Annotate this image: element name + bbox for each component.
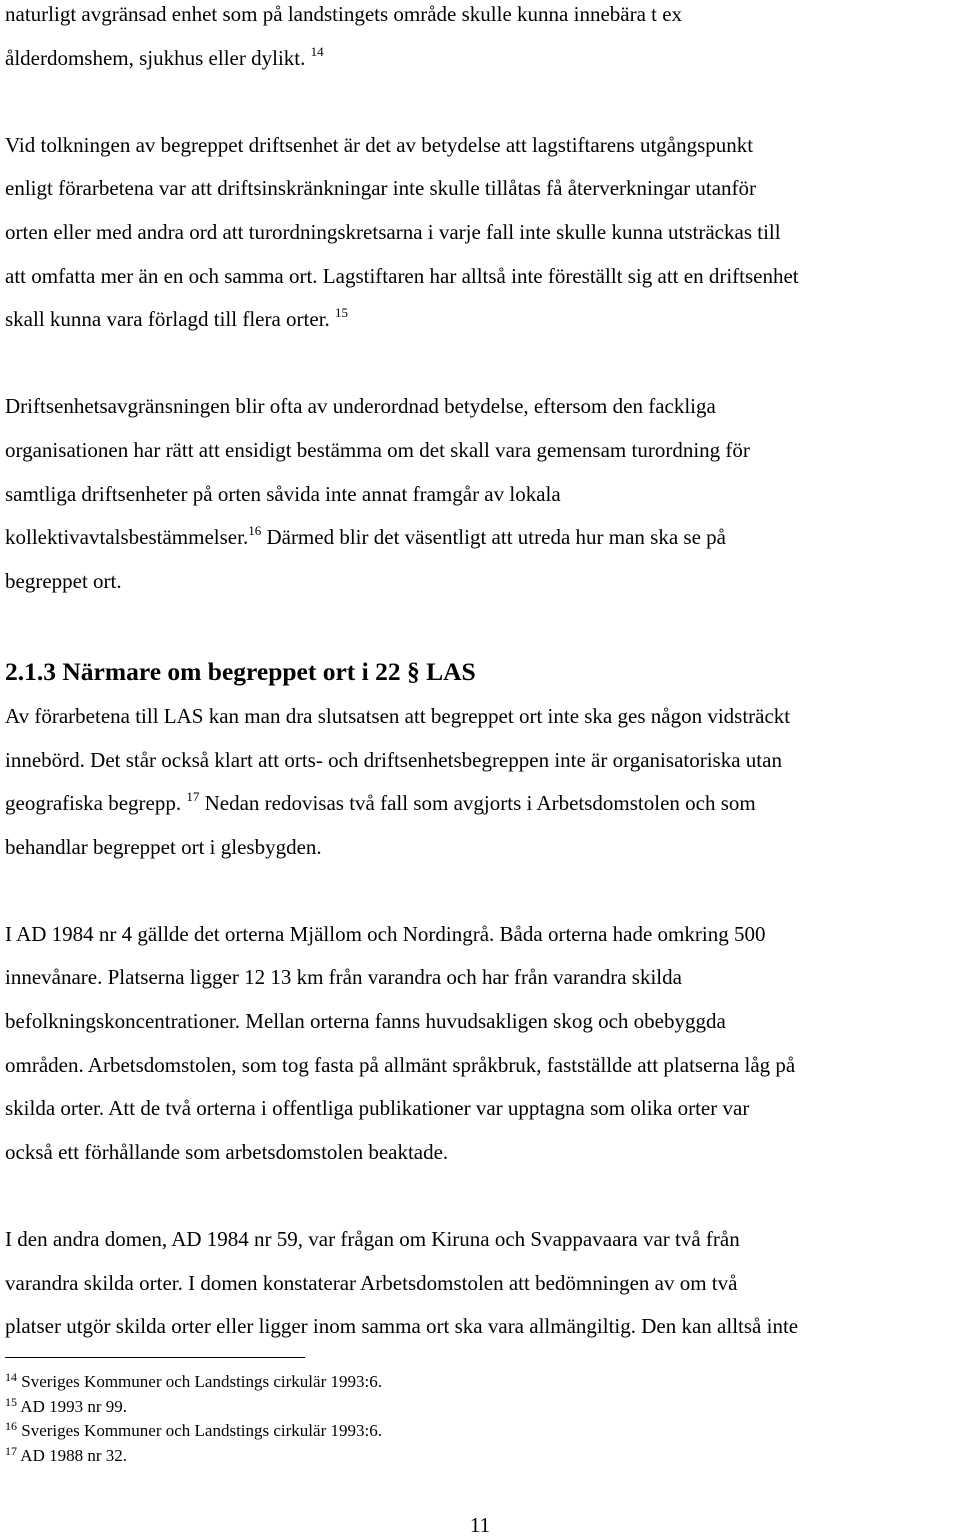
footnotes-section [5, 1357, 945, 1468]
paragraph-gap [5, 80, 955, 124]
text-line: varandra skilda orter. I domen konstaterar Arbetsdomstolen att bedömningen av om två [5, 1270, 738, 1295]
footnote-reference[interactable]: 17 [186, 789, 200, 805]
text-line [5, 37, 955, 81]
text-line: områden. Arbetsdomstolen, som tog fasta på allmänt språkbruk, fastställde att platserna låg på [5, 1052, 796, 1077]
footnote-separator [5, 1357, 305, 1358]
section-heading: 2.1.3 Närmare om begreppet ort i 22 § LAS [5, 656, 476, 686]
text-line: också ett förhållande som arbetsdomstolen beaktade. [5, 1139, 449, 1164]
text-line: naturligt avgränsad enhet som på landstingets område skulle kunna innebära t ex [5, 2, 683, 26]
footnote-reference[interactable]: 15 [335, 305, 349, 321]
text-line: I AD 1984 nr 4 gällde det orterna Mjällom och Nordingrå. Båda orterna hade omkring 500 [5, 921, 766, 946]
text-line: enligt förarbetena var att driftsinskränkningar inte skulle tillåtas få återverkningar utanför [5, 176, 757, 201]
text-line: begreppet ort. [5, 568, 122, 593]
paragraph-gap [5, 342, 955, 386]
text-span: geografiska begrepp. [5, 791, 187, 816]
text-line [5, 782, 955, 826]
paragraph-2 [5, 124, 955, 342]
footnote-text: AD 1993 nr 99. [17, 1396, 128, 1416]
footnote-15 [5, 1395, 945, 1420]
text-span: Därmed blir det väsentligt att utreda hur man ska se på [261, 525, 726, 550]
text-line: befolkningskoncentrationer. Mellan orterna fanns huvudsakligen skog och obebyggda [5, 1009, 726, 1034]
footnote-number: 17 [5, 1443, 17, 1458]
paragraph-4 [5, 695, 955, 869]
text-span: kollektivavtalsbestämmelser. [5, 525, 249, 550]
footnote-number: 16 [5, 1419, 17, 1433]
text-line: orten eller med andra ord att turordningskretsarna i varje fall inte skulle kunna utsträckas till [5, 219, 781, 244]
text-span: ålderdomshem, sjukhus eller dylikt. [5, 45, 306, 70]
text-line: innebörd. Det står också klart att orts- och driftsenhetsbegreppen inte är organisatoriska utan [5, 747, 782, 772]
footnote-16 [5, 1419, 945, 1444]
text-line: Driftsenhetsavgränsningen blir ofta av underordnad betydelse, eftersom den fackliga [5, 394, 716, 419]
text-line: skilda orter. Att de två orterna i offentliga publikationer var upptagna som olika orter var [5, 1096, 750, 1121]
text-line: samtliga driftsenheter på orten såvida inte annat framgår av lokala [5, 481, 561, 506]
footnote-17 [5, 1444, 945, 1469]
footnote-reference[interactable]: 14 [310, 43, 324, 59]
text-line [5, 298, 955, 342]
paragraph-gap [5, 1174, 955, 1218]
text-line: innevånare. Platserna ligger 12 13 km från varandra och har från varandra skilda [5, 965, 682, 990]
footnote-14 [5, 1370, 945, 1395]
footnote-reference[interactable]: 16 [248, 523, 262, 539]
paragraph-gap [5, 869, 955, 913]
text-line: organisationen har rätt att ensidigt bestämma om det skall vara gemensam turordning för [5, 437, 750, 462]
footnote-number: 15 [5, 1394, 17, 1409]
text-line: platser utgör skilda orter eller ligger inom samma ort ska vara allmängiltig. Den kan alltså inte [5, 1314, 799, 1339]
footnote-number: 14 [5, 1370, 17, 1384]
footnote-text: Sveriges Kommuner och Landstings cirkulär 1993:6. [17, 1372, 382, 1391]
text-line: behandlar begreppet ort i glesbygden. [5, 834, 322, 859]
text-span: skall kunna vara förlagd till flera orter. [5, 307, 330, 332]
document-page [5, 0, 955, 1349]
text-line: Vid tolkningen av begreppet driftsenhet är det av betydelse att lagstiftarens utgångspunkt [5, 132, 754, 157]
paragraph-3 [5, 385, 955, 603]
paragraph-1 [5, 0, 955, 80]
footnote-text: Sveriges Kommuner och Landstings cirkulär 1993:6. [17, 1421, 382, 1440]
footnote-text: AD 1988 nr 32. [17, 1445, 128, 1465]
paragraph-5 [5, 913, 955, 1175]
text-line: Av förarbetena till LAS kan man dra slutsatsen att begreppet ort inte ska ges någon vidsträckt [5, 703, 791, 728]
text-line [5, 516, 955, 560]
text-line: I den andra domen, AD 1984 nr 59, var frågan om Kiruna och Svappavaara var två från [5, 1227, 740, 1252]
paragraph-6 [5, 1218, 955, 1349]
page-number: 11 [469, 1513, 491, 1537]
text-line: att omfatta mer än en och samma ort. Lagstiftaren har alltså inte föreställt sig att en driftsenhet [5, 263, 799, 288]
paragraph-gap [5, 603, 955, 647]
text-span: Nedan redovisas två fall som avgjorts i Arbetsdomstolen och som [199, 791, 756, 816]
